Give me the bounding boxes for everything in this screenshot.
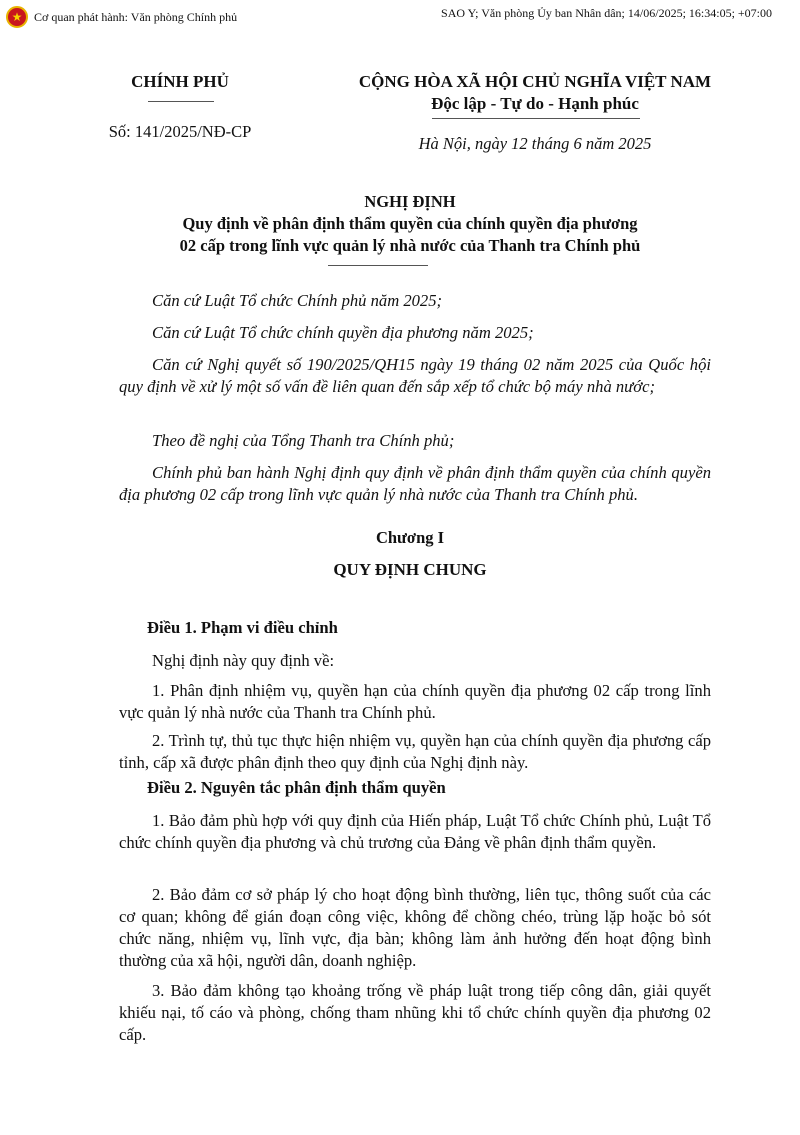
national-motto: Độc lập - Tự do - Hạnh phúc — [431, 94, 639, 113]
place-date: Hà Nội, ngày 12 tháng 6 năm 2025 — [418, 134, 652, 153]
preamble-2: Căn cứ Luật Tổ chức chính quyền địa phương năm 2025; — [152, 323, 534, 342]
article1-item-2: 2. Trình tự, thủ tục thực hiện nhiệm vụ, quyền hạn của chính quyền địa phương cấp tỉnh, cấp xã được phân định theo quy định của Nghị định này. — [119, 731, 711, 772]
document-title-line2: 02 cấp trong lĩnh vực quản lý nhà nước của Thanh tra Chính phủ — [179, 236, 641, 255]
preamble-3: Căn cứ Nghị quyết số 190/2025/QH15 ngày 19 tháng 02 năm 2025 của Quốc hội quy định về xử lý một số vấn đề liên quan đến sắp xếp tổ chức bộ máy nhà nước; — [119, 355, 711, 396]
article2-item-1: 1. Bảo đảm phù hợp với quy định của Hiến pháp, Luật Tổ chức Chính phủ, Luật Tổ chức chính quyền địa phương và chủ trương của Đảng về phân định thẩm quyền. — [119, 811, 711, 852]
article1-item-1: 1. Phân định nhiệm vụ, quyền hạn của chính quyền địa phương 02 cấp trong lĩnh vực quản lý nhà nước của Thanh tra Chính phủ. — [119, 681, 711, 722]
document-title-line1: Quy định về phân định thẩm quyền của chính quyền địa phương — [182, 214, 638, 233]
article2-item-2: 2. Bảo đảm cơ sở pháp lý cho hoạt động bình thường, liên tục, thông suốt của các cơ quan; không để gián đoạn công việc, không để chồng chéo, trùng lặp hoặc bỏ sót chức năng, nhiệm vụ, lĩnh vực, địa bàn; không làm ảnh hưởng đến hoạt động bình thường của xã hội, người dân, doanh nghiệp. — [119, 885, 711, 970]
motto-underline — [432, 118, 640, 119]
copy-stamp: SAO Y; Văn phòng Ủy ban Nhân dân; 14/06/2025; 16:34:05; +07:00 — [441, 6, 772, 20]
agency-name: CHÍNH PHỦ — [131, 72, 229, 91]
preamble-5: Chính phủ ban hành Nghị định quy định về phân định thẩm quyền của chính quyền địa phương 02 cấp trong lĩnh vực quản lý nhà nước của Thanh tra Chính phủ. — [119, 463, 711, 504]
agency-underline — [148, 101, 214, 102]
article1-heading: Điều 1. Phạm vi điều chỉnh — [147, 618, 338, 637]
preamble-1: Căn cứ Luật Tổ chức Chính phủ năm 2025; — [152, 291, 443, 310]
chapter-name: QUY ĐỊNH CHUNG — [333, 560, 487, 579]
article2-heading: Điều 2. Nguyên tắc phân định thẩm quyền — [147, 778, 446, 797]
title-underline — [328, 265, 428, 266]
article1-intro: Nghị định này quy định về: — [152, 651, 335, 670]
country-name: CỘNG HÒA XÃ HỘI CHỦ NGHĨA VIỆT NAM — [358, 72, 712, 91]
chapter-number: Chương I — [375, 528, 445, 547]
preamble-4: Theo đề nghị của Tổng Thanh tra Chính phủ; — [152, 431, 455, 450]
issuer-text: Cơ quan phát hành: Văn phòng Chính phủ — [34, 9, 238, 24]
national-emblem-icon — [6, 6, 28, 28]
issuer-stamp — [6, 6, 237, 28]
article2-item-3: 3. Bảo đảm không tạo khoảng trống về pháp luật trong tiếp công dân, giải quyết khiếu nại, tố cáo và phòng, chống tham nhũng khi tổ chức chính quyền địa phương 02 cấp. — [119, 981, 711, 1044]
document-type: NGHỊ ĐỊNH — [364, 192, 456, 211]
document-number: Số: 141/2025/NĐ-CP — [108, 122, 252, 141]
